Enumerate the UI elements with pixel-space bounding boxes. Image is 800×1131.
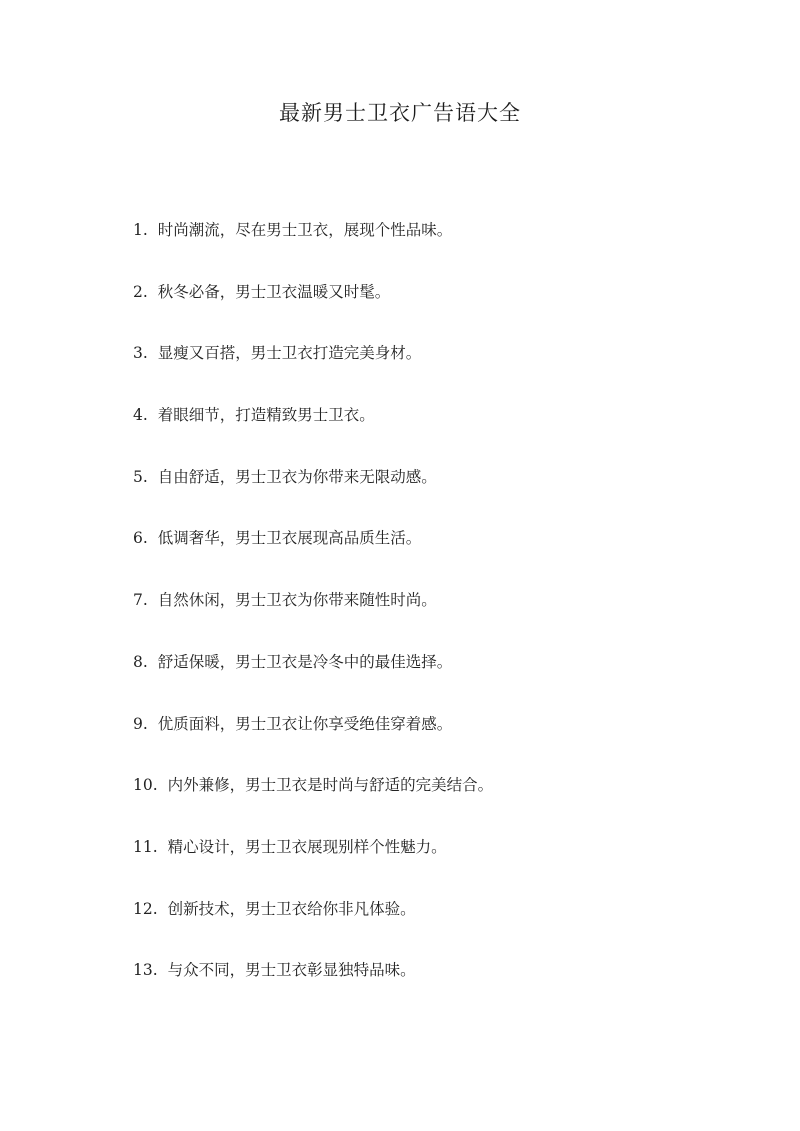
item-number: 9. <box>133 714 148 733</box>
item-text: 精心设计，男士卫衣展现别样个性魅力。 <box>167 837 447 856</box>
list-item <box>133 646 753 708</box>
item-text: 低调奢华，男士卫衣展现高品质生活。 <box>157 529 422 548</box>
item-text: 秋冬必备，男士卫衣温暖又时髦。 <box>157 282 391 301</box>
item-number: 1. <box>133 221 148 239</box>
item-number: 13. <box>133 961 158 980</box>
list-item <box>133 276 753 338</box>
item-number: 3. <box>133 344 148 363</box>
list-item <box>133 708 753 770</box>
item-number: 5. <box>133 467 148 486</box>
list-item <box>133 769 753 831</box>
item-text: 显瘦又百搭，男士卫衣打造完美身材。 <box>157 344 422 363</box>
list-item <box>133 584 753 646</box>
item-number: 11. <box>133 837 158 856</box>
list-item <box>133 831 753 893</box>
list-item <box>133 461 753 523</box>
list-item <box>133 337 753 399</box>
item-number: 2. <box>133 282 148 301</box>
list-item <box>133 954 753 1016</box>
item-text: 时尚潮流，尽在男士卫衣，展现个性品味。 <box>157 221 453 239</box>
item-number: 6. <box>133 529 148 548</box>
item-text: 优质面料，男士卫衣让你享受绝佳穿着感。 <box>157 714 453 733</box>
item-number: 4. <box>133 406 148 425</box>
item-text: 自由舒适，男士卫衣为你带来无限动感。 <box>157 467 437 486</box>
item-text: 自然休闲，男士卫衣为你带来随性时尚。 <box>157 591 437 610</box>
item-text: 与众不同，男士卫衣彰显独特品味。 <box>167 961 416 980</box>
item-text: 创新技术，男士卫衣给你非凡体验。 <box>167 899 416 918</box>
list-item <box>133 399 753 461</box>
list-item <box>133 214 753 276</box>
document-title: 最新男士卫衣广告语大全 <box>279 101 521 125</box>
item-text: 内外兼修，男士卫衣是时尚与舒适的完美结合。 <box>167 776 494 795</box>
list-item <box>133 522 753 584</box>
item-text: 舒适保暖，男士卫衣是冷冬中的最佳选择。 <box>157 652 453 671</box>
item-number: 7. <box>133 591 148 610</box>
list-item <box>133 893 753 955</box>
item-number: 8. <box>133 652 148 671</box>
slogan-list <box>133 214 753 1016</box>
item-number: 10. <box>133 776 158 795</box>
item-number: 12. <box>133 899 158 918</box>
item-text: 着眼细节，打造精致男士卫衣。 <box>157 406 375 425</box>
